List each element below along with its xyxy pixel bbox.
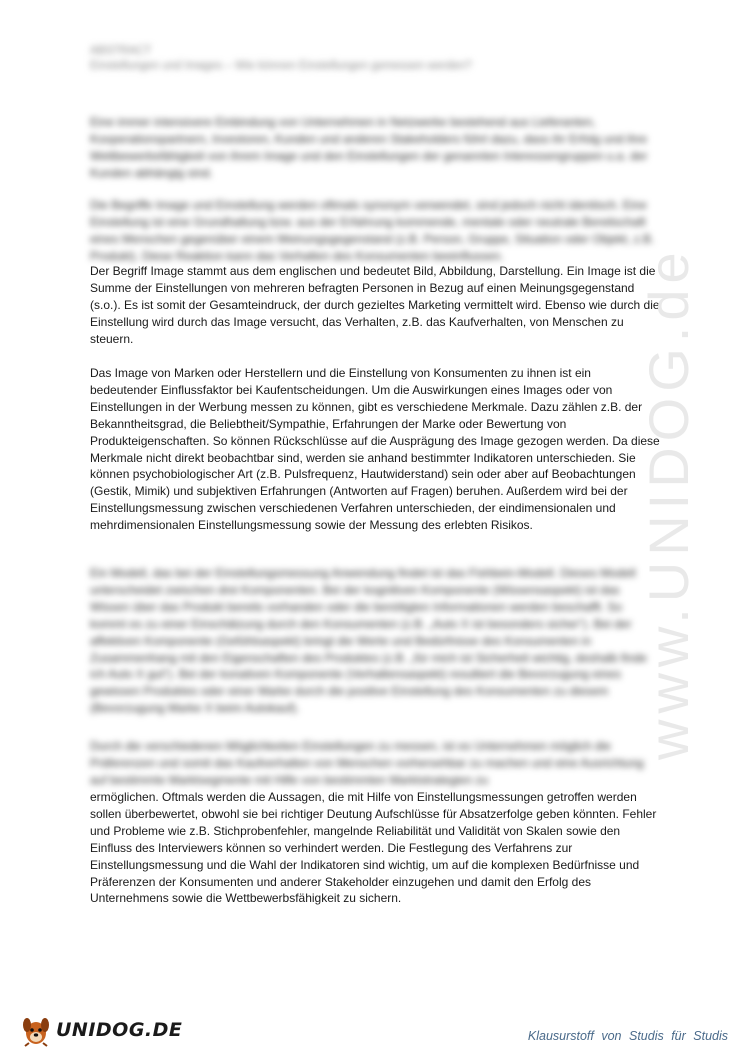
paragraph-intro: Eine immer intensivere Einbindung von Unternehmen in Netzwerke bestehend aus Lieferanten, Kooperationspartnern, Investoren, Kunden und anderen Stakeholders führt dazu, dass ihr Erfolg und ihre Wettbewerbsfähigkeit von ihrem Image und den Einstellungen der genannten Interessengruppen u.a. der Kunden abhängig sind. bbox=[90, 115, 648, 180]
document-header bbox=[90, 44, 670, 74]
document-title: Einstellungen und Images – Wie können Einstellungen gemessen werden? bbox=[90, 60, 472, 72]
paragraph-image-definition: Der Begriff Image stammt aus dem englischen und bedeutet Bild, Abbildung, Darstellung. Ein Image ist die Summe der Einstellungen von mehreren befragten Personen in Bezug auf einen Meinungsgegenstand (s.o.). Es ist somit der Gesamteindruck, der durch gezieltes Marketing vermittelt wird. Ebenso wie durch die Einstellung wird durch das Image versucht, das Verhalten, z.B. das Kaufverhalten, von Menschen zu steuern. bbox=[90, 264, 660, 346]
dog-mascot-icon bbox=[20, 1013, 52, 1047]
watermark: www.UNIDOG.de bbox=[637, 246, 700, 760]
paragraph-conclusion: ermöglichen. Oftmals werden die Aussagen, die mit Hilfe von Einstellungsmessungen getroffen werden sollen überbewertet, obwohl sie bei richtiger Deutung Aufschlüsse für Absatzerfolge geben könnten. Fehler und Probleme wie z.B. Stichprobenfehler, mangelnde Reliabilität und Validität von Skalen sowie den Einfluss des Interviewers können so verhindert werden. Die Festlegung des Verfahrens zur Einstellungsmessung und die Wahl der Indikatoren sind wichtig, um auf die komplexen Bedürfnisse und Präferenzen der Konsumenten und anderer Stakeholder einzugehen und damit den Erfolg des Unternehmens sowie die Wettbewerbsfähigkeit zu sichern. bbox=[90, 790, 657, 906]
footer-tagline: Klausurstoff von Studis für Studis bbox=[527, 1029, 728, 1043]
paragraph-conclusion-blurred: Durch die verschiedenen Möglichkeiten Einstellungen zu messen, ist es Unternehmen möglich die Präferenzen und somit das Kaufverhalten von Menschen vorhersehbar zu machen und eine Ausrichtung auf bestimmte Marktsegmente mit Hilfe von bestimmten Marktstrategien zu bbox=[90, 739, 644, 787]
logo-text: UNIDOG.DE bbox=[56, 1019, 183, 1041]
unidog-logo[interactable] bbox=[20, 1012, 182, 1048]
paragraph-fishbein-model: Ein Modell, das bei der Einstellungsmessung Anwendung findet ist das Fishbein-Modell. Dieses Modell unterscheidet zwischen drei Komponenten. Bei der kognitiven Komponente (Wissensaspekt) ist das Wissen über das Produkt bereits vorhanden oder die benötigten Informationen werden beschafft. So kommt es zu einer Einschätzung durch den Konsumenten (z.B. „Auto X ist besonders sicher“). Bei der affektiven Komponente (Gefühlsaspekt) bringt die Werte und Bedürfnisse des Konsumenten in Zusammenhang mit den Eigenschaften des Produktes (z.B. „für mich ist Sicherheit wichtig, deshalb finde ich Auto X gut“). Bei der konativen Komponente (Verhaltensaspekt) resultiert die Bevorzugung eines gewissen Produktes oder einer Marke durch die positive Einstellung des Konsumenten zu diesem (Bevorzugung Marke X beim Autokauf). bbox=[90, 566, 647, 716]
abstract-label: ABSTRACT bbox=[90, 45, 152, 57]
paragraph-definitions: Die Begriffe Image und Einstellung werden oftmals synonym verwendet, sind jedoch nicht identisch. Eine Einstellung ist eine Grundhaltung bzw. aus der Erfahrung kommende, mentale oder neutrale Bereitschaft eines Menschen gegenüber einem Meinungsgegenstand (z.B. Person, Gruppe, Situation oder Objekt, z.B. Produkt). Diese Reaktion kann das Verhalten des Konsumenten beeinflussen. bbox=[90, 198, 655, 263]
paragraph-measurement: Das Image von Marken oder Herstellern und die Einstellung von Konsumenten zu ihnen ist ein bedeutender Einflussfaktor bei Kaufentscheidungen. Um die Auswirkungen eines Images oder von Einstellungen in der Werbung messen zu können, gibt es verschiedene Merkmale. Dazu zählen z.B. der Bekanntheitsgrad, die Beliebtheit/Sympathie, Erfahrungen der Marke oder Bewertung von Produkteigenschaften. So können Rückschlüsse auf die Ausprägung des Image gezogen werden. Da diese Merkmale nicht direkt beobachtbar sind, werden sie anhand bestimmter Indikatoren unterschieden. Sie können psychobiologischer Art (z.B. Pulsfrequenz, Hautwiderstand) sein oder aber auf Beobachtungen (Gestik, Mimik) und subjektiven Erfahrungen (Antworten auf Fragen) beruhen. Außerdem wird bei der Einstellungsmessung zwischen verschiedenen Verfahren unterschieden, der eindimensionalen und mehrdimensionalen Einstellungsmessung sowie der Messung des erlebten Risikos. bbox=[90, 366, 660, 533]
